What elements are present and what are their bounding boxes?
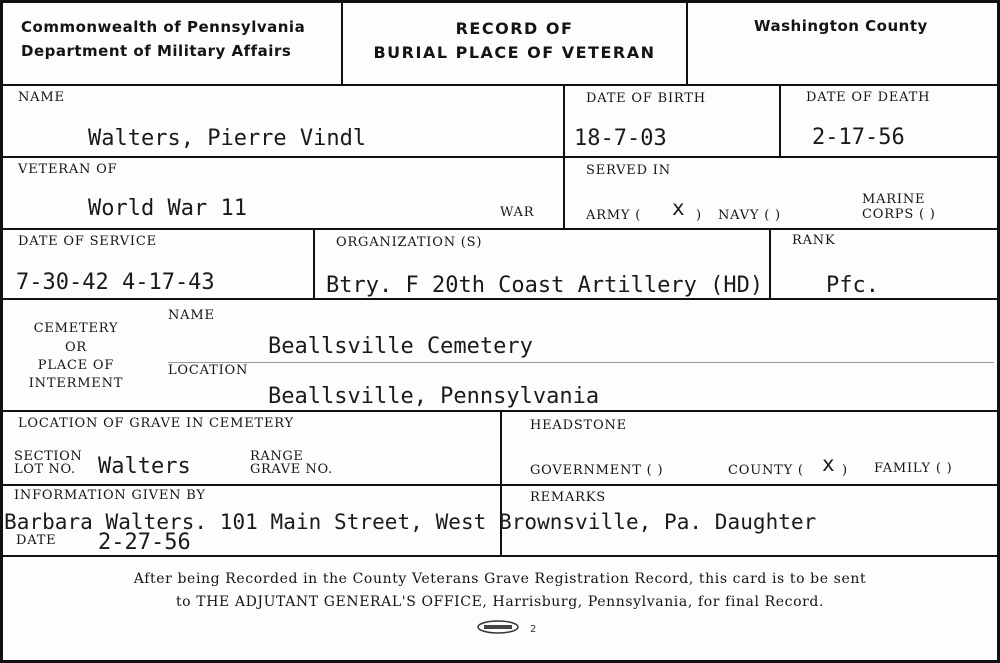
interment-label: INTERMENT [28,376,124,391]
cemetery-name-underline [168,362,994,363]
served-in-label: SERVED IN [586,163,671,178]
header-county: Washington County [754,17,928,35]
information-given-by-label: INFORMATION GIVEN BY [14,488,206,503]
government-label: GOVERNMENT ( ) [530,463,664,478]
lot-no-label: LOT NO. [14,462,76,477]
cemetery-location-label: LOCATION [168,363,249,378]
rule-service-org-divider [313,229,315,299]
cemetery-name-label: NAME [168,308,215,323]
information-given-by-value: Barbara Walters. 101 Main Street, West Brownsville, Pa. Daughter [4,510,817,534]
footer-instruction-line2: to THE ADJUTANT GENERAL'S OFFICE, Harrisburg, Pennsylvania, for final Record. [175,594,825,610]
grave-no-label: GRAVE NO. [250,462,333,477]
date-of-death-label: DATE OF DEATH [806,90,931,105]
date-of-birth-label: DATE OF BIRTH [586,91,706,106]
union-label-icon [476,618,546,636]
date-of-death-value: 2-17-56 [812,125,905,150]
rule-header-divider-2 [686,0,688,85]
rule-below-header [0,84,1000,86]
grave-location-label: LOCATION OF GRAVE IN CEMETERY [18,416,294,431]
army-check-mark: x [672,196,685,220]
rule-grave-headstone-divider [500,411,502,556]
date-of-service-value: 7-30-42 4-17-43 [16,270,215,295]
date-given-label: DATE [16,533,57,548]
family-label: FAMILY ( ) [874,461,953,476]
date-of-service-label: DATE OF SERVICE [18,234,157,249]
veteran-of-value: World War 11 [88,196,247,221]
county-close-paren: ) [842,463,848,478]
header-form-title: BURIAL PLACE OF VETERAN [373,43,656,62]
name-label: NAME [18,90,65,105]
range-label: RANGE [250,449,304,464]
rank-label: RANK [792,233,836,248]
header-record-of: RECORD OF [455,19,574,38]
rank-value: Pfc. [826,273,879,298]
date-of-birth-value: 18-7-03 [574,126,667,151]
header-department-line: Department of Military Affairs [21,42,292,60]
veteran-of-label: VETERAN OF [18,162,118,177]
footer-instruction-line1: After being Recorded in the County Veterans Grave Registration Record, this card is to be sent [133,571,867,587]
rule-name-dob-divider [563,85,565,229]
card-border-left [0,0,3,663]
cemetery-label: CEMETERY [33,321,119,336]
cemetery-location-value: Beallsville, Pennsylvania [268,384,600,409]
marine-label: MARINE [862,192,926,207]
place-of-label: PLACE OF [37,358,115,373]
navy-label: NAVY ( ) [718,208,781,223]
cemetery-name-value: Beallsville Cemetery [268,334,533,359]
rule-org-rank-divider [769,229,771,299]
cemetery-or-label: OR [64,340,88,355]
rule-below-veteran-row [0,228,1000,230]
county-label: COUNTY ( [728,463,804,478]
remarks-label: REMARKS [530,490,606,505]
card-border-top [0,0,1000,3]
war-label: WAR [500,205,535,220]
rule-dob-dod-divider [779,85,781,157]
svg-text:2: 2 [530,624,537,635]
army-label: ARMY ( [586,208,642,223]
header-state-line: Commonwealth of Pennsylvania [21,18,306,36]
organization-label: ORGANIZATION (S) [336,235,483,250]
rule-below-service-row [0,298,1000,300]
lot-value: Walters [98,454,191,479]
date-given-value: 2-27-56 [98,530,191,555]
veteran-name-value: Walters, Pierre Vindl [88,126,367,151]
rule-below-name-row [0,156,1000,158]
organization-value: Btry. F 20th Coast Artillery (HD) [326,273,764,298]
marine-corps-label: CORPS ( ) [862,207,936,222]
county-check-mark: x [822,452,835,476]
headstone-label: HEADSTONE [530,418,627,433]
section-label: SECTION [14,449,83,464]
army-close-paren: ) [696,208,702,223]
